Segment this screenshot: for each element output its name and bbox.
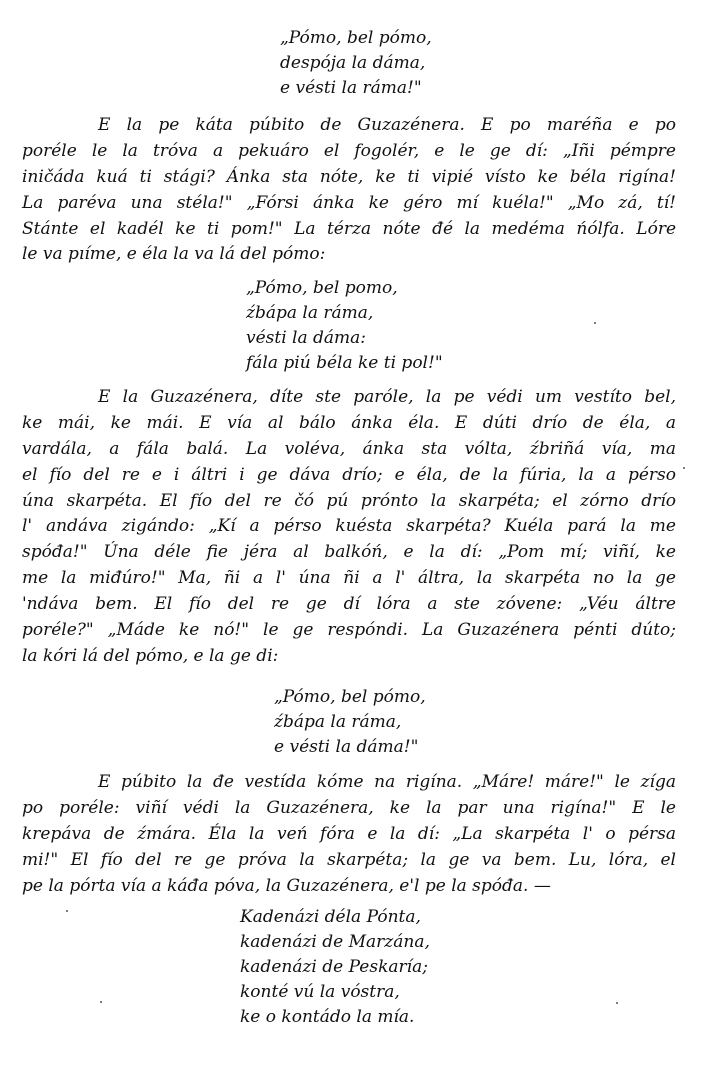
speck-mark [594, 322, 596, 324]
verse-line: konté vú la vóstra, [240, 982, 400, 1002]
verse-line: despója la dáma, [280, 53, 426, 73]
paragraph-line: mi!" El fío del re ge próva la skarpéta; la ge va bem. Lu, lóra, el [22, 849, 676, 870]
verse-line: ke o kontádo la mía. [240, 1007, 415, 1027]
speck-mark [683, 467, 685, 469]
verse-line: kadenázi de Marzána, [240, 932, 430, 952]
verse-block-3 [274, 685, 426, 760]
verse-line: źbápa la ráma, [246, 303, 374, 323]
paragraph-line: poréle le la tróva a pekuáro el fogolér, e le ge dí: „Iñi pémpre [22, 140, 676, 161]
paragraph-1 [22, 113, 676, 268]
verse-line: kadenázi de Peskaría; [240, 957, 428, 977]
verse-block-1 [280, 26, 432, 101]
paragraph-2 [22, 385, 676, 670]
verse-line: źbápa la ráma, [274, 712, 402, 732]
paragraph-line: La paréva una stéla!" „Fórsi ánka ke géro mí kuéla!" „Mo zá, tí! [22, 192, 676, 213]
paragraph-line: la kóri lá del pómo, e la ge di: [22, 645, 279, 666]
paragraph-line: 'ndáva bem. El fío del re ge dí lóra a ste zóvene: „Véu áltre [22, 594, 676, 615]
paragraph-line: iničáda kuá ti stági? Ánka sta nóte, ke ti vipié vísto ke béla rigína! [22, 166, 676, 187]
paragraph-line: vardála, a fála balá. La voléva, ánka sta vólta, źbriñá vía, ma [22, 438, 676, 459]
paragraph-line: E púbito la đe vestída kóme na rigína. „Máre! máre!" le zíga [98, 772, 676, 792]
verse-line: e vésti la ráma!" [280, 78, 422, 98]
paragraph-line: po poréle: viñí védi la Guzazénera, ke la par una rigína!" E le [22, 797, 676, 818]
verse-line: „Pómo, bel pomo, [246, 278, 398, 298]
paragraph-line: poréle?" „Máde ke nó!" le ge respóndi. La Guzazénera pénti dúto; [22, 620, 676, 641]
paragraph-line: krepáva de źmára. Éla la veń fóra e la dí: „La skarpéta l' o pérsa [22, 823, 676, 844]
verse-block-4 [240, 905, 430, 1030]
paragraph-line: E la Guzazénera, díte ste paróle, la pe védi um vestíto bel, [98, 387, 676, 407]
verse-line: e vésti la dáma!" [274, 737, 419, 757]
verse-line: fála piú béla ke ti pol!" [246, 353, 443, 373]
verse-line: „Pómo, bel pómo, [274, 687, 426, 707]
paragraph-line: le va pıíme, e éla la va lá del pómo: [22, 244, 326, 265]
paragraph-line: úna skarpéta. El fío del re čó pú prónto la skarpéta; el zórno drío [22, 490, 676, 511]
paragraph-line: me la miđúro!" Ma, ñi a l' úna ñi a l' áltra, la skarpéta no la ge [22, 568, 676, 589]
speck-mark [616, 1002, 618, 1004]
verse-line: „Pómo, bel pómo, [280, 28, 432, 48]
speck-mark [100, 1001, 102, 1003]
speck-mark [66, 910, 68, 912]
paragraph-3 [22, 770, 676, 899]
paragraph-line: spóđa!" Úna déle fie jéra al balkóń, e la dí: „Pom mí; viñí, ke [22, 542, 676, 563]
paragraph-line: l' andáva zigándo: „Kí a pérso kuésta skarpéta? Kuéla pará la me [22, 516, 676, 537]
verse-block-2 [246, 276, 443, 376]
paragraph-line: el fío del re e i áltri i ge dáva drío; e éla, de la fúria, la a pérso [22, 464, 676, 485]
paragraph-line: E la pe káta púbito de Guzazénera. E po maréña e po [98, 115, 676, 135]
verse-line: vésti la dáma: [246, 328, 367, 348]
paragraph-line: pe la pórta vía a káđa póva, la Guzazénera, e'l pe la spóđa. — [22, 875, 551, 896]
paragraph-line: Stánte el kadél ke ti pom!" La térza nóte đé la medéma ńólfa. Lóre [22, 218, 676, 239]
paragraph-line: ke mái, ke mái. E vía al bálo ánka éla. E dúti drío de éla, a [22, 412, 676, 433]
verse-line: Kadenázi déla Pónta, [240, 907, 421, 927]
